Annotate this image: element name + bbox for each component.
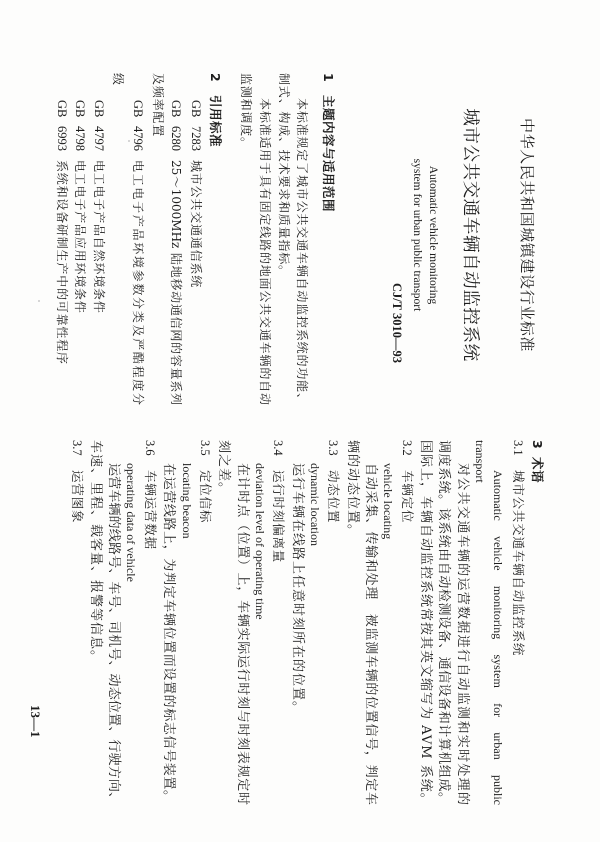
section-1-number: 1: [321, 73, 336, 83]
section-1-line: 监测和调度。: [239, 73, 253, 150]
reference-prefix: GB: [55, 100, 69, 118]
term-definition-line: 在运营线路上，为判定车辆位置而设置的标志信号装置。: [161, 463, 176, 803]
reference-code: 6280: [169, 126, 183, 151]
reference-code: 4797: [92, 126, 106, 151]
term-number: 3.5: [198, 440, 212, 456]
term-name: 运营图象: [70, 470, 85, 524]
page-number: 13—1: [28, 705, 43, 738]
term-number: 3.4: [271, 440, 285, 456]
section-1-line: 制式、构成、技术要求和质量指标。: [277, 73, 291, 278]
issuing-body-line: 中华人民共和国城镇建设行业标准: [518, 117, 536, 352]
term-english: operating data of vehicle: [124, 463, 138, 582]
term-name: 城市公共交通车辆自动监控系统: [511, 470, 526, 657]
section-2-heading: 引用标准: [208, 95, 223, 148]
term-number: 3.6: [143, 440, 157, 456]
document-title-cn: 城市公共交通车辆自动监控系统: [460, 108, 480, 362]
reference-prefix: GB: [73, 100, 87, 118]
reference-title-continued: 及频率配置: [151, 73, 165, 138]
term-number: 3.2: [400, 440, 414, 456]
term-english: Automatic vehicle monitoring system for urban public: [491, 470, 505, 805]
reference-title-continued: 级: [111, 73, 125, 86]
term-definition-line: 车速、里程、载客量、报警等信息。: [88, 440, 103, 665]
term-name: 定位信标: [198, 470, 213, 524]
term-definition-line: 辆的动态位置。: [345, 440, 360, 539]
section-1-line: 本标准适用于具有固定线路的地面公共交通车辆的自动: [258, 98, 272, 405]
term-name: 动态位置: [326, 470, 341, 524]
reference-prefix: GB: [92, 100, 106, 118]
term-name: 车辆定位: [400, 470, 415, 524]
term-definition-line: 运行车辆在线路上任意时刻所在的位置。: [290, 463, 305, 716]
section-3-number: 3: [530, 440, 545, 450]
reference-code: 6993: [55, 126, 69, 151]
reference-title: 电工电子产品自然环境条件: [92, 160, 106, 314]
term-name: 运行时刻偏离量: [271, 470, 286, 564]
scan-speck: [38, 300, 40, 302]
section-1-line: 本标准规定了城市公共交通车辆自动监控系统的功能、: [295, 98, 309, 405]
term-english-continued: transport: [473, 440, 487, 483]
term-definition-line: 刻之差。: [216, 440, 231, 497]
term-english: dynamic location: [308, 463, 322, 546]
term-definition-line: 自动采集、传输和处理 被监测车辆的位置信号，判定车: [363, 463, 378, 805]
reference-title: 电工电子产品应用环境条件: [73, 160, 87, 314]
term-number: 3.7: [70, 440, 84, 456]
reference-title: 系统和设备研制生产中的可靠性程序: [55, 160, 69, 365]
reference-prefix: GB: [169, 100, 183, 118]
term-name: 车辆运营数据: [143, 470, 158, 550]
reference-prefix: GB: [189, 100, 203, 118]
reference-prefix: GB: [131, 100, 145, 118]
reference-code: 7283: [189, 126, 203, 151]
term-english: locating beacon: [180, 463, 194, 539]
term-number: 3.1: [511, 440, 525, 456]
reference-code: 4798: [73, 126, 87, 151]
standard-number: CJ/T 3010—93: [390, 283, 404, 363]
reference-title: 电工电子产品环境参数分类及严酷程度分: [131, 160, 145, 405]
term-english: vehicle locating: [381, 463, 395, 540]
term-number: 3.3: [326, 440, 340, 456]
term-definition-line: 运营车辆的线路号、车号、司机号、动态位置、行驶方向、: [106, 463, 121, 805]
term-definition-line: 国际上，车辆自动监控系统常按其英文缩写为 AVM 系统。: [418, 440, 433, 807]
term-english: deviation level of operating time: [253, 463, 267, 620]
term-definition-line: 调度系统。该系统由自动检测设备、通信设备和计算机组成。: [436, 440, 451, 805]
reference-code: 4796: [131, 126, 145, 151]
reference-title: 城市公共交通通信系统: [189, 160, 203, 289]
term-definition-line: 对公共交通车辆的运营数据进行自动监测和实时处理的: [455, 463, 470, 805]
section-3-heading: 术语: [530, 457, 545, 484]
term-definition-line: 在计时点（位置）上，车辆实际运行时刻与时刻表规定时: [235, 463, 250, 805]
document-title-en-line-2: system for urban public transport: [411, 158, 423, 312]
section-2-number: 2: [208, 73, 223, 83]
reference-title: 25～1000MHz 陆地移动通信网的容量系列: [169, 160, 183, 405]
document-title-en-line-1: Automatic vehicle monitoring: [427, 165, 439, 305]
section-1-heading: 主题内容与适用范围: [321, 95, 336, 213]
